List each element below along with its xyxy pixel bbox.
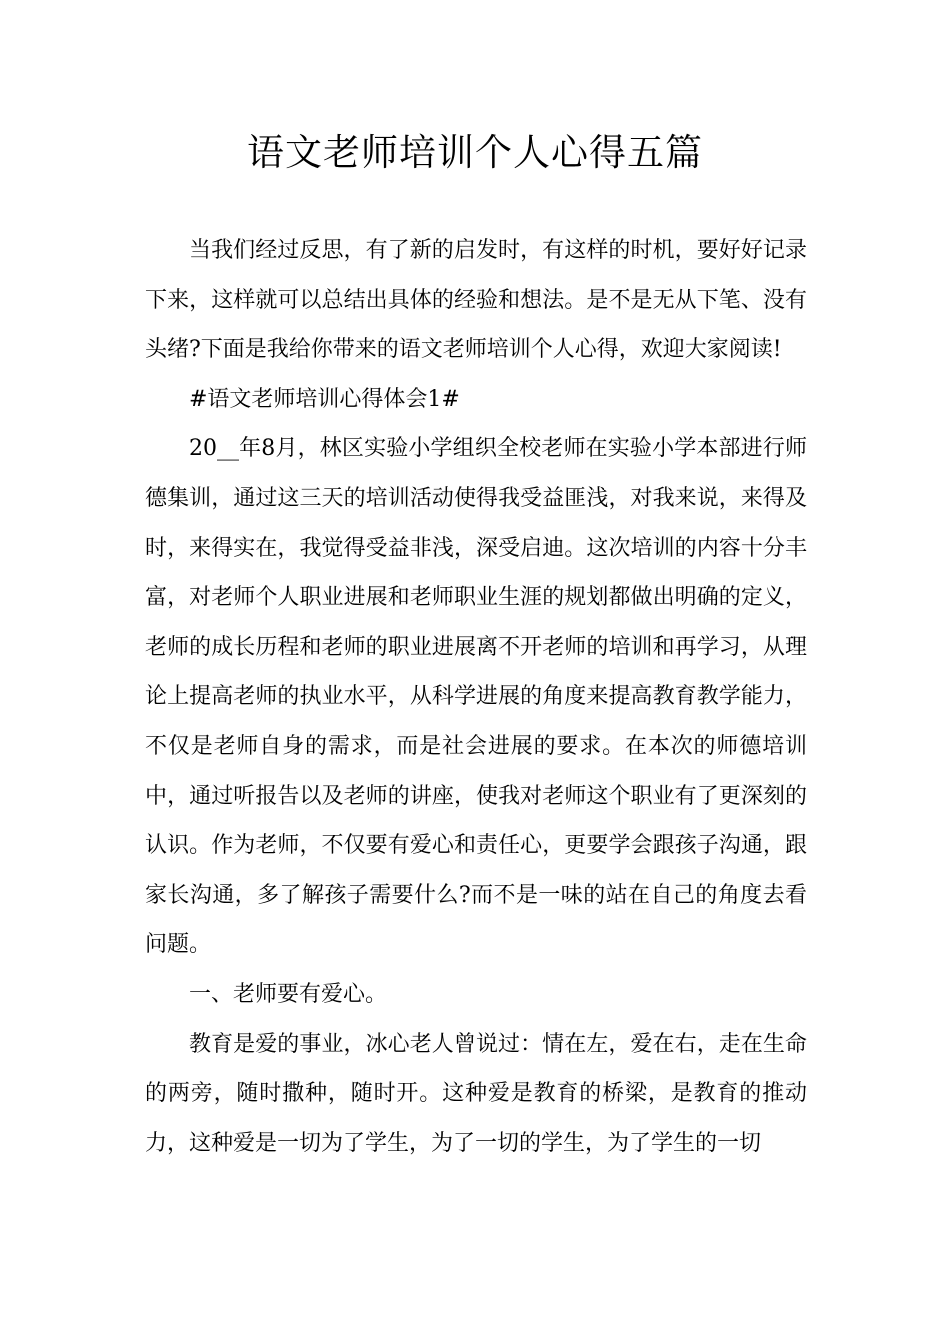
page-title: 语文老师培训个人心得五篇: [247, 131, 703, 174]
subsection-heading: 一、老师要有爱心。: [189, 981, 388, 1007]
section-heading: #语文老师培训心得体会1#: [189, 386, 460, 412]
document-body: [145, 226, 807, 1168]
body-paragraph: 20__年8月，林区实验小学组织全校老师在实验小学本部进行师德集训，通过这三天的培训活动使得我受益匪浅，对我来说，来得及时，来得实在，我觉得受益非浅，深受启迪。这次培训的内容十分丰富，对老师个人职业进展和老师职业生涯的规划都做出明确的定义，老师的成长历程和老师的职业进展离不开老师的培训和再学习，从理论上提高老师的执业水平，从科学进展的角度来提高教育教学能力，不仅是老师自身的需求，而是社会进展的要求。在本次的师德培训中，通过听报告以及老师的讲座，使我对老师这个职业有了更深刻的认识。作为老师，不仅要有爱心和责任心，更要学会跟孩子沟通，跟家长沟通，多了解孩子需要什么?而不是一味的站在自己的角度去看问题。: [145, 436, 807, 958]
intro-paragraph: 当我们经过反思，有了新的启发时，有这样的时机，要好好记录下来，这样就可以总结出具体的经验和想法。是不是无从下笔、没有头绪?下面是我给你带来的语文老师培训个人心得，欢迎大家阅读!: [145, 238, 807, 363]
body-paragraph: 教育是爱的事业，冰心老人曾说过：情在左，爱在右，走在生命的两旁，随时撒种，随时开。这种爱是教育的桥梁，是教育的推动力，这种爱是一切为了学生，为了一切的学生，为了学生的一切: [145, 1031, 807, 1156]
